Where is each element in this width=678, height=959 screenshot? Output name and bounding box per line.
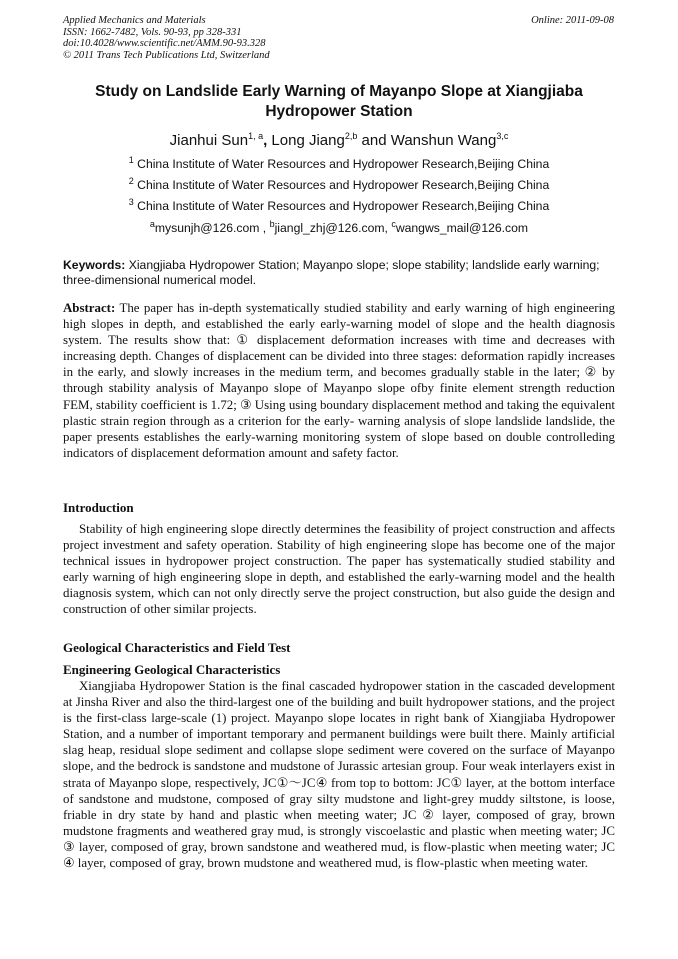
paper-title: Study on Landslide Early Warning of Mayanpo Slope at Xiangjiaba Hydropower Station (95, 83, 583, 120)
author-separator: , (263, 132, 272, 149)
journal-name: Applied Mechanics and Materials (63, 15, 206, 26)
abstract (63, 300, 615, 461)
subsection-heading-geology: Engineering Geological Characteristics (63, 662, 281, 677)
author-name: Long Jiang (271, 132, 345, 149)
affiliation: $^2$ China Institute of Water Resources and Hydropower Research,Beijing China (128, 175, 550, 192)
issn-line: ISSN: 1662-7482, Vols. 90-93, pp 328-331 (63, 26, 242, 38)
author-emails: $^a$mysunjh@126.com , $^b$jiangl_zhj@126.com, $^c$wangws_mail@126.com (149, 218, 529, 235)
email-link[interactable]: mysunjh@126.com , (154, 221, 270, 235)
section-heading-introduction: Introduction (63, 500, 134, 515)
copyright-line: © 2011 Trans Tech Publications Ltd, Switzerland (63, 49, 270, 61)
journal-header (63, 15, 270, 61)
author-affiliation-mark: 3,c (496, 131, 509, 141)
author-affiliation-mark: 2,b (344, 131, 358, 141)
geology-paragraph: Xiangjiaba Hydropower Station is the final cascaded hydropower station in the cascaded development at Jinsha River and also the third-largest one of the building and built hydropower stations, and the project is the first-class large-scale (1) project. Mayanpo slope locates in right bank of Xiangjiaba Hydropower Station, and a number of important temporary and permanent buildings were built there. Mainly artificial slag heap, residual slope sediment and collapse slope sediment were covered on the surface of Mayanpo slope, and the bedrock is sandstone and mudstone of Jurassic artesian group. Four weak interlayers exist in strata of Mayanpo slope, respectively, JC①～JC④ from top to bottom: JC① layer, at the bottom interface of sandstone and mudstone, composed of gray silty mudstone and light-grey muddy siltstone, is loose, friable in dry state by hand and plastic when meeting water; JC ② layer, composed of gray, brown mudstone fragments and weathered gray mud, is strongly viscoelastic and plastic when meeting water; JC ③ layer, composed of gray, brown sandstone and weathered mud, is flow-plastic when meeting water; JC ④ layer, composed of gray, brown mudstone and weathered mud, is flow-plastic when meeting water. (63, 679, 615, 871)
email-link[interactable]: jiangl_zhj@126.com, (274, 221, 392, 235)
affiliation: $^1$ China Institute of Water Resources and Hydropower Research,Beijing China (128, 154, 550, 171)
email-link[interactable]: wangws_mail@126.com (395, 221, 529, 235)
keywords (63, 258, 615, 288)
section-heading-geology: Geological Characteristics and Field Test (63, 640, 291, 655)
abstract-label: Abstract: (63, 301, 116, 315)
author-name: Jianhui Sun (169, 132, 249, 149)
keywords-label: Keywords: (63, 258, 126, 272)
author-name: Wanshun Wang (390, 132, 497, 149)
abstract-text: The paper has in-depth systematically studied stability and early warning of high engineering high slopes in depth, and established the early early-warning model of slope and the health diagnosis system. The results show that: ① displacement deformation increases with time and decreases with increasing depth. Changes of displacement can be divided into three stages: deformation rapidly increases in the early, and slowly increases in the medium term, and becomes gradually stable in the later; ② by through stability analysis of Mayanpo slope of Mayanpo slope ofby finite element strength reduction FEM, stability coefficient is 1.72; ③ Using using boundary displacement method and taking the equivalent plastic strain region through as a criterion for the early- warning analysis of slope landslide landslide, the paper presents establishes the early-warning monitoring system of slope based on double controlleding indicators of displacement deformation amount and safety factor. (63, 301, 615, 460)
author-list (0, 132, 678, 150)
keywords-text: Xiangjiaba Hydropower Station; Mayanpo slope; slope stability; landslide early warning; three-dimensional numerical model. (63, 258, 600, 287)
affiliation: $^3$ China Institute of Water Resources and Hydropower Research,Beijing China (128, 196, 550, 213)
doi-line: doi:10.4028/www.scientific.net/AMM.90-93.328 (63, 38, 266, 49)
introduction-paragraph: Stability of high engineering slope directly determines the feasibility of project construction and affects project investment and safety operation. Stability of high engineering slope has become one of the major technical issues in hydropower project construction. The paper has systematically studied stability and early warning of high engineering slope in depth, and established the early-warning model and the health diagnosis system, which can not only directly serve the project construction, but also guide the design and construction of other similar projects. (63, 522, 615, 617)
online-date: Online: 2011-09-08 (531, 15, 614, 26)
author-separator: and (357, 132, 391, 149)
author-affiliation-mark: 1, a (248, 131, 264, 141)
